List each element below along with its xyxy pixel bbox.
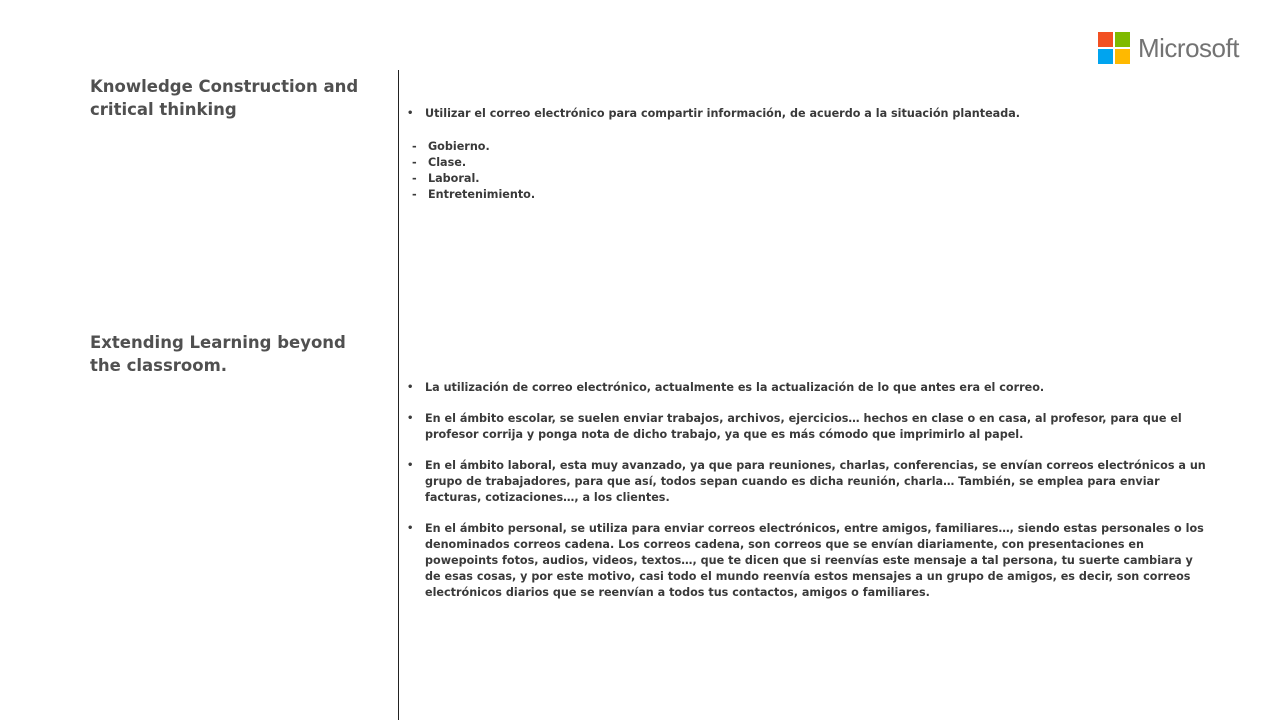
section-heading-extending-learning: Extending Learning beyond the classroom. [90,333,346,375]
bullet-icon: • [407,523,414,534]
list-item [407,458,1207,506]
knowledge-construction-content [407,106,1207,203]
extending-learning-content [407,380,1207,601]
sublist-item-text: Clase. [428,156,467,169]
logo-square-blue [1098,49,1113,64]
sublist-item-laboral [412,171,1207,187]
list-item-text: La utilización de correo electrónico, actualmente es la actualización de lo que antes era el correo. [425,381,1045,394]
list-item [407,411,1207,443]
microsoft-logo-icon [1098,32,1130,64]
list-item [407,521,1207,601]
vertical-divider [398,70,399,720]
bullet-icon: • [407,460,414,471]
dash-icon: - [412,172,417,185]
dash-icon: - [412,140,417,153]
sublist-item-entretenimiento [412,187,1207,203]
microsoft-logo [1098,32,1239,64]
list-item-text: Utilizar el correo electrónico para compartir información, de acuerdo a la situación planteada. [425,107,1021,120]
dash-icon: - [412,156,417,169]
sublist-item-clase [412,155,1207,171]
bullet-icon: • [407,108,414,119]
logo-square-green [1115,32,1130,47]
sublist-item-text: Gobierno. [428,140,490,153]
sublist-item-text: Laboral. [428,172,480,185]
dash-icon: - [412,188,417,201]
logo-square-red [1098,32,1113,47]
list-item-text: En el ámbito escolar, se suelen enviar trabajos, archivos, ejercicios… hechos en clase o en casa, al profesor, para que el profesor corrija y ponga nota de dicho trabajo, ya que es más cómodo que imprimirlo al papel. [425,412,1182,441]
list-item [407,380,1207,396]
logo-text: Microsoft [1138,32,1239,63]
section-heading-knowledge-construction: Knowledge Construction and critical thinking [90,77,359,119]
sublist-item-gobierno [412,139,1207,155]
list-item-text: En el ámbito laboral, esta muy avanzado, ya que para reuniones, charlas, conferencias, se envían correos electrónicos a un grupo de trabajadores, para que así, todos sepan cuando es dicha reunión, charla… También, se emplea para enviar facturas, cotizaciones…, a los clientes. [425,459,1206,504]
logo-square-yellow [1115,49,1130,64]
bullet-icon: • [407,382,414,393]
sublist-item-text: Entretenimiento. [428,188,536,201]
context-sublist [407,139,1207,203]
bullet-icon: • [407,413,414,424]
list-item [407,106,1207,122]
list-item-text: En el ámbito personal, se utiliza para enviar correos electrónicos, entre amigos, familiares…, siendo estas personales o los denominados correos cadena. Los correos cadena, son correos que se envían diariamente, con presentaciones en powepoints fotos, audios, videos, textos…, que te dicen que si reenvías este mensaje a tal persona, tu suerte cambiara y de esas cosas, y por este motivo, casi todo el mundo reenvía estos mensajes a un grupo de amigos, es decir, son correos electrónicos diarios que se reenvían a todos tus contactos, amigos o familiares. [425,522,1204,599]
